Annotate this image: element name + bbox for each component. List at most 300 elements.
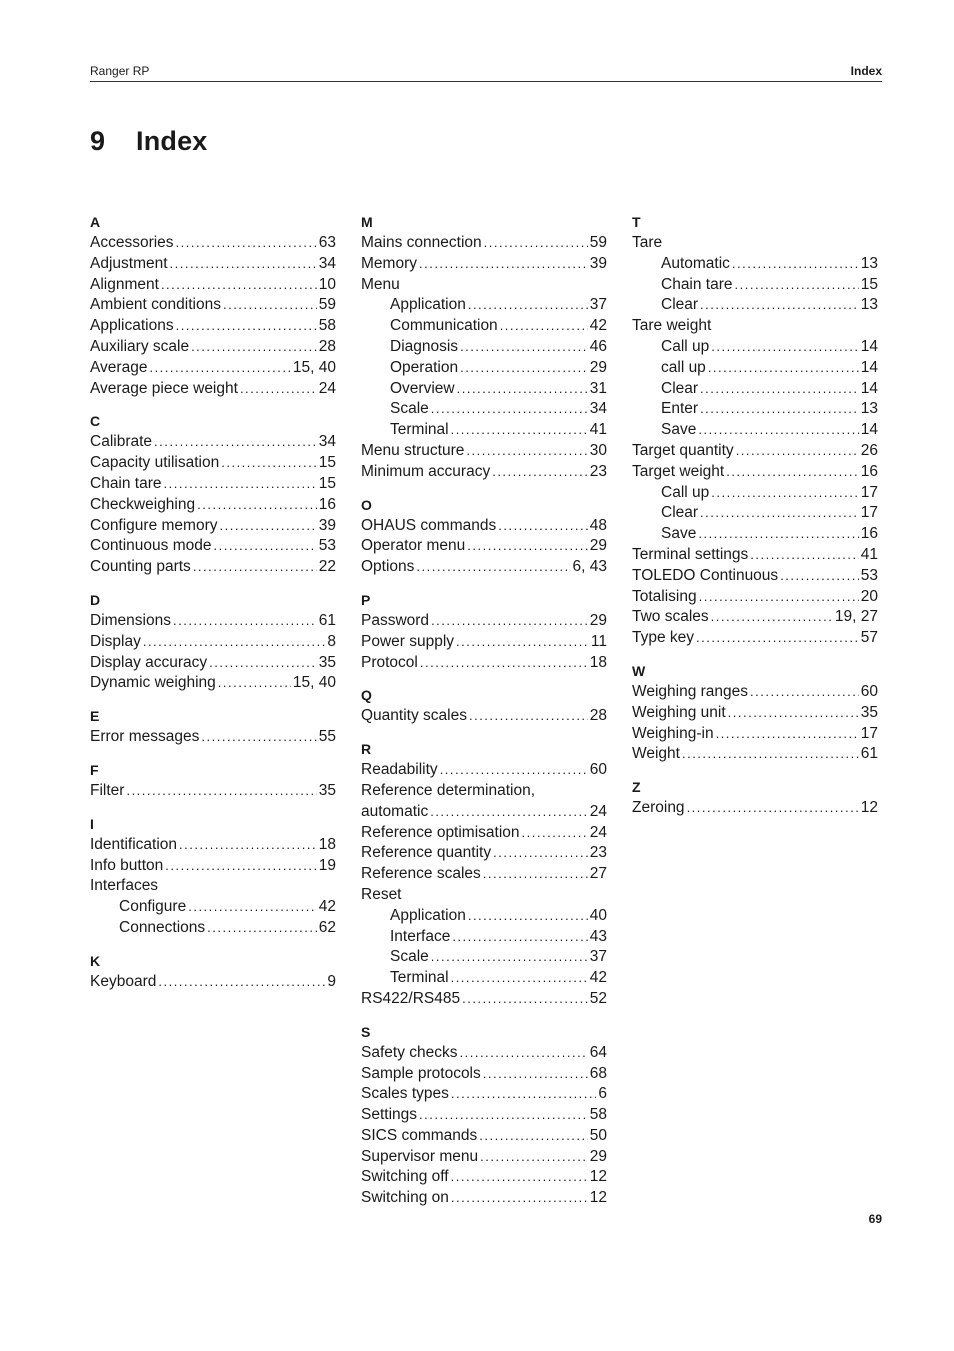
entry-page-ref: 29 bbox=[589, 358, 607, 376]
entry-label: Call up bbox=[661, 337, 710, 355]
index-subentry bbox=[361, 358, 607, 379]
dot-leader bbox=[483, 1064, 588, 1085]
entry-label: Identification bbox=[90, 835, 178, 853]
entry-label: Terminal bbox=[390, 421, 449, 439]
index-entry bbox=[90, 275, 336, 296]
section-letter: Q bbox=[361, 687, 372, 704]
index-entry bbox=[632, 798, 878, 819]
entry-label: Calibrate bbox=[90, 433, 153, 451]
index-subentry bbox=[361, 906, 607, 927]
index-entry bbox=[361, 254, 607, 275]
entry-label: Configure memory bbox=[90, 516, 218, 534]
entry-page-ref: 41 bbox=[860, 545, 878, 563]
entry-label: Adjustment bbox=[90, 254, 168, 272]
dot-leader bbox=[451, 1188, 588, 1209]
dot-leader bbox=[214, 536, 317, 557]
section-letter: C bbox=[90, 413, 101, 430]
entry-page-ref: 15, 40 bbox=[292, 358, 336, 376]
index-entry bbox=[361, 611, 607, 632]
entry-label: Overview bbox=[390, 379, 455, 397]
index-section bbox=[90, 590, 336, 694]
dot-leader bbox=[522, 823, 588, 844]
entry-page-ref: 12 bbox=[589, 1168, 607, 1186]
index-entry bbox=[632, 607, 878, 628]
entry-page-ref: 29 bbox=[589, 611, 607, 629]
entry-label: Safety checks bbox=[361, 1043, 458, 1061]
index-entry bbox=[632, 441, 878, 462]
index-subentry bbox=[632, 483, 878, 504]
index-subentry bbox=[632, 524, 878, 545]
entry-label: Info button bbox=[90, 856, 164, 874]
dot-leader bbox=[165, 856, 316, 877]
page-header bbox=[90, 62, 882, 82]
entry-page-ref: 14 bbox=[860, 421, 878, 439]
dot-leader bbox=[176, 316, 317, 337]
dot-leader bbox=[480, 1147, 588, 1168]
index-subentry bbox=[361, 399, 607, 420]
section-letter: T bbox=[632, 214, 641, 230]
index-entry bbox=[632, 744, 878, 765]
entry-label: Two scales bbox=[632, 608, 709, 626]
entry-page-ref: 24 bbox=[589, 823, 607, 841]
index-entry bbox=[361, 864, 607, 885]
dot-leader bbox=[451, 1084, 596, 1105]
dot-leader bbox=[218, 673, 291, 694]
index-column-2 bbox=[361, 212, 607, 1221]
entry-page-ref: 34 bbox=[589, 400, 607, 418]
dot-leader bbox=[207, 918, 317, 939]
entry-label: Application bbox=[390, 906, 466, 924]
entry-label: Clear bbox=[661, 296, 699, 314]
entry-label: Scales types bbox=[361, 1085, 449, 1103]
dot-leader bbox=[711, 483, 859, 504]
index-entry bbox=[361, 557, 607, 578]
entry-page-ref: 58 bbox=[589, 1106, 607, 1124]
dot-leader bbox=[750, 545, 858, 566]
dot-leader bbox=[197, 495, 317, 516]
dot-leader bbox=[700, 503, 859, 524]
entry-page-ref: 14 bbox=[860, 379, 878, 397]
entry-label: Dimensions bbox=[90, 611, 171, 629]
entry-page-ref: 61 bbox=[860, 745, 878, 763]
dot-leader bbox=[750, 682, 859, 703]
index-section bbox=[361, 212, 607, 483]
entry-page-ref: 26 bbox=[860, 441, 878, 459]
entry-label: TOLEDO Continuous bbox=[632, 566, 779, 584]
entry-page-ref: 50 bbox=[589, 1126, 607, 1144]
entry-page-ref: 28 bbox=[318, 337, 336, 355]
index-entry bbox=[361, 516, 607, 537]
entry-page-ref: 42 bbox=[318, 898, 336, 916]
entry-page-ref: 59 bbox=[589, 234, 607, 251]
index-entry bbox=[361, 1126, 607, 1147]
index-subentry bbox=[361, 316, 607, 337]
entry-page-ref: 41 bbox=[589, 421, 607, 439]
entry-label: Zeroing bbox=[632, 799, 685, 817]
dot-leader bbox=[176, 233, 317, 254]
entry-page-ref: 16 bbox=[318, 495, 336, 513]
section-letter: W bbox=[632, 662, 646, 679]
entry-label: Quantity scales bbox=[361, 707, 467, 725]
dot-leader bbox=[209, 653, 317, 674]
dot-leader bbox=[687, 798, 859, 819]
entry-page-ref: 11 bbox=[590, 632, 607, 650]
index-subentry bbox=[90, 918, 336, 939]
entry-label: Counting parts bbox=[90, 558, 191, 576]
dot-leader bbox=[462, 989, 588, 1010]
dot-leader bbox=[700, 399, 859, 420]
dot-leader bbox=[451, 968, 588, 989]
index-entry bbox=[632, 724, 878, 745]
entry-page-ref: 12 bbox=[589, 1189, 607, 1207]
index-entry bbox=[90, 495, 336, 516]
entry-label: Average piece weight bbox=[90, 379, 238, 397]
section-letter: S bbox=[361, 1023, 371, 1040]
dot-leader bbox=[682, 744, 859, 765]
entry-page-ref: 6, 43 bbox=[572, 558, 607, 576]
entry-label: automatic bbox=[361, 802, 429, 820]
index-entry bbox=[361, 1167, 607, 1188]
entry-page-ref: 14 bbox=[860, 358, 878, 376]
dot-leader bbox=[149, 358, 290, 379]
entry-label: Options bbox=[361, 558, 415, 576]
index-entry bbox=[361, 632, 607, 653]
index-section bbox=[90, 814, 336, 939]
section-letter: P bbox=[361, 591, 371, 608]
index-entry bbox=[632, 587, 878, 608]
index-entry bbox=[361, 1084, 607, 1105]
entry-label: Checkweighing bbox=[90, 495, 196, 513]
dot-leader bbox=[726, 462, 859, 483]
index-entry bbox=[361, 989, 607, 1010]
dot-leader bbox=[173, 611, 317, 632]
index-subentry bbox=[632, 420, 878, 441]
entry-page-ref: 62 bbox=[318, 918, 336, 936]
dot-leader bbox=[161, 275, 317, 296]
entry-page-ref: 39 bbox=[589, 254, 607, 272]
index-section bbox=[90, 760, 336, 802]
entry-page-ref: 35 bbox=[860, 703, 878, 721]
entry-page-ref: 13 bbox=[860, 400, 878, 418]
dot-leader bbox=[468, 906, 588, 927]
entry-label: Totalising bbox=[632, 587, 697, 605]
index-entry bbox=[361, 823, 607, 844]
entry-label: Alignment bbox=[90, 275, 159, 293]
index-entry bbox=[90, 653, 336, 674]
index-entry bbox=[90, 453, 336, 474]
dot-leader bbox=[451, 1167, 588, 1188]
entry-page-ref: 34 bbox=[318, 433, 336, 451]
entry-page-ref: 34 bbox=[318, 254, 336, 272]
entry-page-ref: 19 bbox=[318, 856, 336, 874]
entry-page-ref: 16 bbox=[860, 525, 878, 543]
entry-page-ref: 46 bbox=[589, 337, 607, 355]
entry-label: Interfaces bbox=[90, 877, 159, 895]
index-entry bbox=[632, 628, 878, 649]
section-letter: R bbox=[361, 741, 372, 758]
index-subentry bbox=[632, 254, 878, 275]
index-entry bbox=[361, 536, 607, 557]
index-entry bbox=[361, 802, 607, 823]
dot-leader bbox=[221, 453, 317, 474]
entry-page-ref: 55 bbox=[318, 728, 336, 746]
dot-leader bbox=[467, 536, 588, 557]
entry-page-ref: 40 bbox=[589, 906, 607, 924]
dot-leader bbox=[420, 653, 588, 674]
entry-page-ref: 37 bbox=[589, 948, 607, 966]
entry-label: Type key bbox=[632, 629, 695, 647]
index-column-1 bbox=[90, 212, 336, 1005]
index-subentry bbox=[632, 358, 878, 379]
index-entry bbox=[361, 441, 607, 462]
entry-label: Sample protocols bbox=[361, 1064, 481, 1082]
index-entry bbox=[361, 462, 607, 483]
dot-leader bbox=[498, 516, 588, 537]
entry-label: SICS commands bbox=[361, 1126, 478, 1144]
index-entry bbox=[90, 316, 336, 337]
entry-label: Auxiliary scale bbox=[90, 337, 190, 355]
dot-leader bbox=[696, 628, 859, 649]
index-entry bbox=[361, 1105, 607, 1126]
index-subentry bbox=[361, 337, 607, 358]
dot-leader bbox=[188, 897, 317, 918]
entry-label: Average bbox=[90, 358, 148, 376]
entry-page-ref: 35 bbox=[318, 781, 336, 799]
dot-leader bbox=[191, 337, 317, 358]
dot-leader bbox=[164, 474, 317, 495]
entry-label: Menu bbox=[361, 275, 400, 293]
index-entry bbox=[90, 727, 336, 748]
dot-leader bbox=[460, 1043, 588, 1064]
dot-leader bbox=[700, 379, 859, 400]
index-entry bbox=[361, 781, 607, 802]
index-subentry bbox=[632, 295, 878, 316]
entry-label: Protocol bbox=[361, 653, 418, 671]
index-subentry bbox=[361, 968, 607, 989]
entry-page-ref: 68 bbox=[589, 1064, 607, 1082]
index-subentry bbox=[361, 295, 607, 316]
entry-page-ref: 57 bbox=[860, 629, 878, 647]
dot-leader bbox=[223, 295, 317, 316]
entry-label: Chain tare bbox=[90, 474, 162, 492]
index-entry bbox=[90, 337, 336, 358]
dot-leader bbox=[170, 254, 317, 275]
entry-page-ref: 60 bbox=[860, 682, 878, 700]
index-subentry bbox=[361, 947, 607, 968]
index-section bbox=[90, 951, 336, 993]
index-section bbox=[361, 739, 607, 1010]
section-letter: I bbox=[90, 815, 94, 832]
entry-label: Settings bbox=[361, 1106, 418, 1124]
entry-page-ref: 10 bbox=[318, 275, 336, 293]
dot-leader bbox=[484, 233, 588, 254]
entry-label: Switching on bbox=[361, 1189, 449, 1207]
entry-page-ref: 20 bbox=[860, 587, 878, 605]
entry-page-ref: 35 bbox=[318, 653, 336, 671]
entry-page-ref: 22 bbox=[318, 558, 336, 576]
entry-page-ref: 52 bbox=[589, 989, 607, 1007]
index-entry bbox=[90, 358, 336, 379]
index-entry bbox=[90, 972, 336, 993]
dot-leader bbox=[460, 337, 588, 358]
section-name: Index bbox=[850, 64, 882, 78]
entry-page-ref: 13 bbox=[860, 296, 878, 314]
entry-label: Chain tare bbox=[661, 275, 733, 293]
dot-leader bbox=[483, 864, 588, 885]
dot-leader bbox=[468, 295, 588, 316]
entry-label: Password bbox=[361, 611, 430, 629]
entry-page-ref: 39 bbox=[318, 516, 336, 534]
dot-leader bbox=[708, 358, 859, 379]
entry-label: Application bbox=[390, 296, 466, 314]
entry-label: Automatic bbox=[661, 254, 730, 272]
entry-page-ref: 59 bbox=[318, 296, 336, 314]
index-entry bbox=[90, 254, 336, 275]
entry-label: Scale bbox=[390, 948, 429, 966]
entry-label: Readability bbox=[361, 761, 438, 779]
entry-page-ref: 28 bbox=[589, 707, 607, 725]
index-entry bbox=[361, 1064, 607, 1085]
dot-leader bbox=[452, 927, 587, 948]
index-entry bbox=[361, 233, 607, 254]
index-entry bbox=[632, 545, 878, 566]
index-subentry bbox=[361, 420, 607, 441]
dot-leader bbox=[431, 611, 588, 632]
entry-page-ref: 12 bbox=[860, 799, 878, 817]
entry-label: Supervisor menu bbox=[361, 1147, 479, 1165]
entry-page-ref: 53 bbox=[860, 566, 878, 584]
dot-leader bbox=[158, 972, 325, 993]
index-entry bbox=[361, 653, 607, 674]
dot-leader bbox=[493, 843, 588, 864]
index-section bbox=[632, 661, 878, 765]
dot-leader bbox=[440, 760, 588, 781]
entry-label: Terminal bbox=[390, 969, 449, 987]
entry-label: Reference determination, bbox=[361, 781, 536, 799]
index-entry bbox=[90, 233, 336, 254]
entry-label: Tare weight bbox=[632, 317, 712, 335]
entry-label: Tare bbox=[632, 234, 663, 251]
entry-label: Target quantity bbox=[632, 441, 734, 459]
index-section bbox=[361, 590, 607, 673]
index-subentry bbox=[632, 503, 878, 524]
index-entry bbox=[632, 682, 878, 703]
entry-page-ref: 17 bbox=[860, 483, 878, 501]
entry-label: Communication bbox=[390, 317, 498, 335]
entry-page-ref: 23 bbox=[589, 462, 607, 480]
section-letter: M bbox=[361, 214, 373, 230]
index-entry bbox=[361, 760, 607, 781]
index-entry bbox=[90, 856, 336, 877]
dot-leader bbox=[732, 254, 859, 275]
entry-page-ref: 42 bbox=[589, 317, 607, 335]
entry-page-ref: 18 bbox=[318, 835, 336, 853]
entry-label: Capacity utilisation bbox=[90, 454, 220, 472]
entry-label: Operator menu bbox=[361, 537, 466, 555]
entry-page-ref: 13 bbox=[860, 254, 878, 272]
dot-leader bbox=[431, 947, 588, 968]
index-subentry bbox=[632, 337, 878, 358]
entry-label: Minimum accuracy bbox=[361, 462, 491, 480]
entry-page-ref: 16 bbox=[860, 462, 878, 480]
dot-leader bbox=[780, 566, 859, 587]
entry-label: Connections bbox=[119, 918, 206, 936]
index-section bbox=[361, 685, 607, 727]
dot-leader bbox=[716, 724, 859, 745]
dot-leader bbox=[735, 275, 859, 296]
index-entry bbox=[361, 1043, 607, 1064]
dot-leader bbox=[466, 441, 587, 462]
entry-label: Continuous mode bbox=[90, 537, 212, 555]
dot-leader bbox=[193, 557, 317, 578]
dot-leader bbox=[419, 1105, 588, 1126]
entry-page-ref: 18 bbox=[589, 653, 607, 671]
index-entry bbox=[90, 673, 336, 694]
dot-leader bbox=[431, 399, 588, 420]
entry-label: Power supply bbox=[361, 632, 455, 650]
section-letter: Z bbox=[632, 779, 641, 796]
dot-leader bbox=[698, 524, 858, 545]
index-section bbox=[90, 706, 336, 748]
entry-page-ref: 23 bbox=[589, 844, 607, 862]
entry-page-ref: 24 bbox=[318, 379, 336, 397]
entry-page-ref: 31 bbox=[589, 379, 607, 397]
entry-label: Operation bbox=[390, 358, 459, 376]
dot-leader bbox=[179, 835, 317, 856]
index-section bbox=[361, 495, 607, 578]
dot-leader bbox=[500, 316, 588, 337]
index-entry bbox=[90, 611, 336, 632]
index-subentry bbox=[361, 379, 607, 400]
chapter-number: 9 bbox=[90, 126, 106, 156]
index-subentry bbox=[632, 275, 878, 296]
entry-label: OHAUS commands bbox=[361, 516, 497, 534]
dot-leader bbox=[700, 295, 859, 316]
index-entry bbox=[632, 462, 878, 483]
index-entry bbox=[361, 843, 607, 864]
entry-page-ref: 63 bbox=[318, 234, 336, 251]
dot-leader bbox=[698, 420, 858, 441]
index-entry bbox=[90, 835, 336, 856]
entry-page-ref: 48 bbox=[589, 516, 607, 534]
dot-leader bbox=[479, 1126, 587, 1147]
entry-page-ref: 43 bbox=[589, 927, 607, 945]
entry-page-ref: 9 bbox=[327, 972, 336, 990]
entry-page-ref: 24 bbox=[589, 802, 607, 820]
entry-page-ref: 29 bbox=[589, 537, 607, 555]
entry-page-ref: 17 bbox=[860, 504, 878, 522]
entry-page-ref: 15, 40 bbox=[292, 674, 336, 692]
index-entry bbox=[90, 295, 336, 316]
entry-label: Interface bbox=[390, 927, 451, 945]
dot-leader bbox=[728, 703, 859, 724]
index-entry bbox=[361, 1147, 607, 1168]
entry-label: Diagnosis bbox=[390, 337, 459, 355]
index-entry bbox=[90, 432, 336, 453]
entry-label: Reset bbox=[361, 885, 402, 903]
entry-page-ref: 37 bbox=[589, 296, 607, 314]
entry-page-ref: 15 bbox=[318, 454, 336, 472]
dot-leader bbox=[736, 441, 859, 462]
entry-page-ref: 53 bbox=[318, 537, 336, 555]
index-entry bbox=[90, 781, 336, 802]
entry-label: Display accuracy bbox=[90, 653, 208, 671]
chapter-title: Index bbox=[136, 126, 208, 156]
index-subentry bbox=[632, 379, 878, 400]
index-section bbox=[632, 212, 878, 649]
index-entry bbox=[90, 516, 336, 537]
entry-page-ref: 6 bbox=[598, 1085, 607, 1103]
